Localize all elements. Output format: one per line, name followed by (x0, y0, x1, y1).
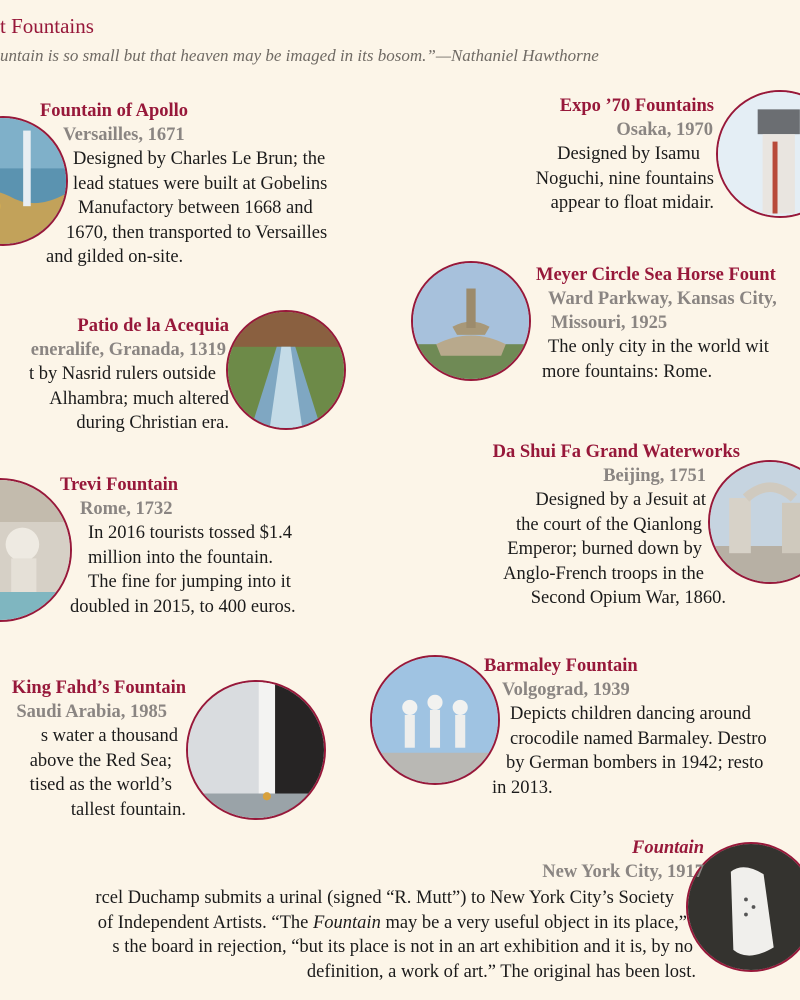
entry-expo-70-fountains (536, 95, 714, 216)
entry-description: The only city in the world wit more fountains: Rome. (542, 337, 769, 382)
entry-king-fahds-fountain (12, 677, 186, 822)
entry-description: In 2016 tourists tossed $1.4 million into the fountain. The fine for jumping into it doubled in 2015, to 400 euros. (70, 523, 296, 617)
expo-70-fountains-photo (716, 90, 800, 218)
meyer-circle-fountain-photo (411, 261, 531, 381)
patio-de-la-acequia-photo (226, 310, 346, 430)
entry-description: Designed by a Jesuit at the court of the Qianlong Emperor; burned down by Anglo-French troops in the Second Opium War, 1860. (503, 490, 726, 608)
entry-description: Designed by Charles Le Brun; the lead statues were built at Gobelins Manufactory between 1668 and 1670, then transported to Versailles and gilded on-site. (46, 149, 328, 267)
entry-name: Barmaley Fountain (484, 656, 638, 676)
entry-place-continued: Missouri, 1925 (551, 313, 668, 333)
entry-patio-de-la-acequia (29, 315, 229, 436)
entry-name: Fountain of Apollo (40, 101, 189, 121)
entry-place: Rome, 1732 (80, 499, 173, 519)
entry-fountain-of-apollo (36, 100, 327, 270)
entry-name: Expo ’70 Fountains (559, 96, 714, 116)
entry-description: t by Nasrid rulers outside Alhambra; much altered during Christian era. (28, 364, 229, 433)
entry-place: New York City, 1917 (542, 862, 704, 882)
entry-duchamp-description: rcel Duchamp submits a urinal (signed “R. Mutt”) to New York City’s Society of Independent Artists. “The Fountain may be a very useful object in its place,” s the board in rejection, “but its place is not in an art exhibition and it is, by no definition, a work of art.” The original has been lost. (95, 888, 696, 982)
entry-barmaley-fountain (484, 655, 767, 800)
entry-place: Osaka, 1970 (616, 120, 713, 140)
entry-duchamp-fountain (542, 837, 704, 884)
entry-place: Versailles, 1671 (63, 125, 185, 145)
entry-place: Beijing, 1751 (603, 466, 706, 486)
entry-description: Depicts children dancing around crocodile named Barmaley. Destro by German bombers in 1942; resto in 2013. (492, 704, 767, 798)
entry-da-shui-fa-grand-waterworks (493, 441, 740, 611)
entry-name: Meyer Circle Sea Horse Fount (536, 265, 776, 285)
entry-name: King Fahd’s Fountain (11, 678, 186, 698)
entry-place: eneralife, Granada, 1319 (30, 340, 226, 360)
entry-place: Volgograd, 1939 (502, 680, 630, 700)
entry-name: Trevi Fountain (60, 475, 179, 495)
entry-place: Ward Parkway, Kansas City, (548, 289, 777, 309)
epigraph-quote: untain is so small but that heaven may be imaged in its bosom.”—Nathaniel Hawthorne (0, 46, 599, 65)
king-fahds-fountain-photo (186, 680, 326, 820)
entry-trevi-fountain (60, 474, 296, 619)
entry-description: Designed by Isamu Noguchi, nine fountains appear to float midair. (535, 144, 714, 213)
entry-place: Saudi Arabia, 1985 (16, 702, 167, 722)
entry-description: s water a thousand above the Red Sea; tised as the world’s tallest fountain. (29, 726, 186, 820)
entry-name: Fountain (632, 838, 704, 858)
page-title: t Fountains (0, 14, 94, 38)
entry-meyer-circle-sea-horse-fountain (536, 264, 777, 384)
entry-name: Da Shui Fa Grand Waterworks (492, 442, 740, 462)
entry-name: Patio de la Acequia (77, 316, 229, 336)
barmaley-fountain-photo (370, 655, 500, 785)
